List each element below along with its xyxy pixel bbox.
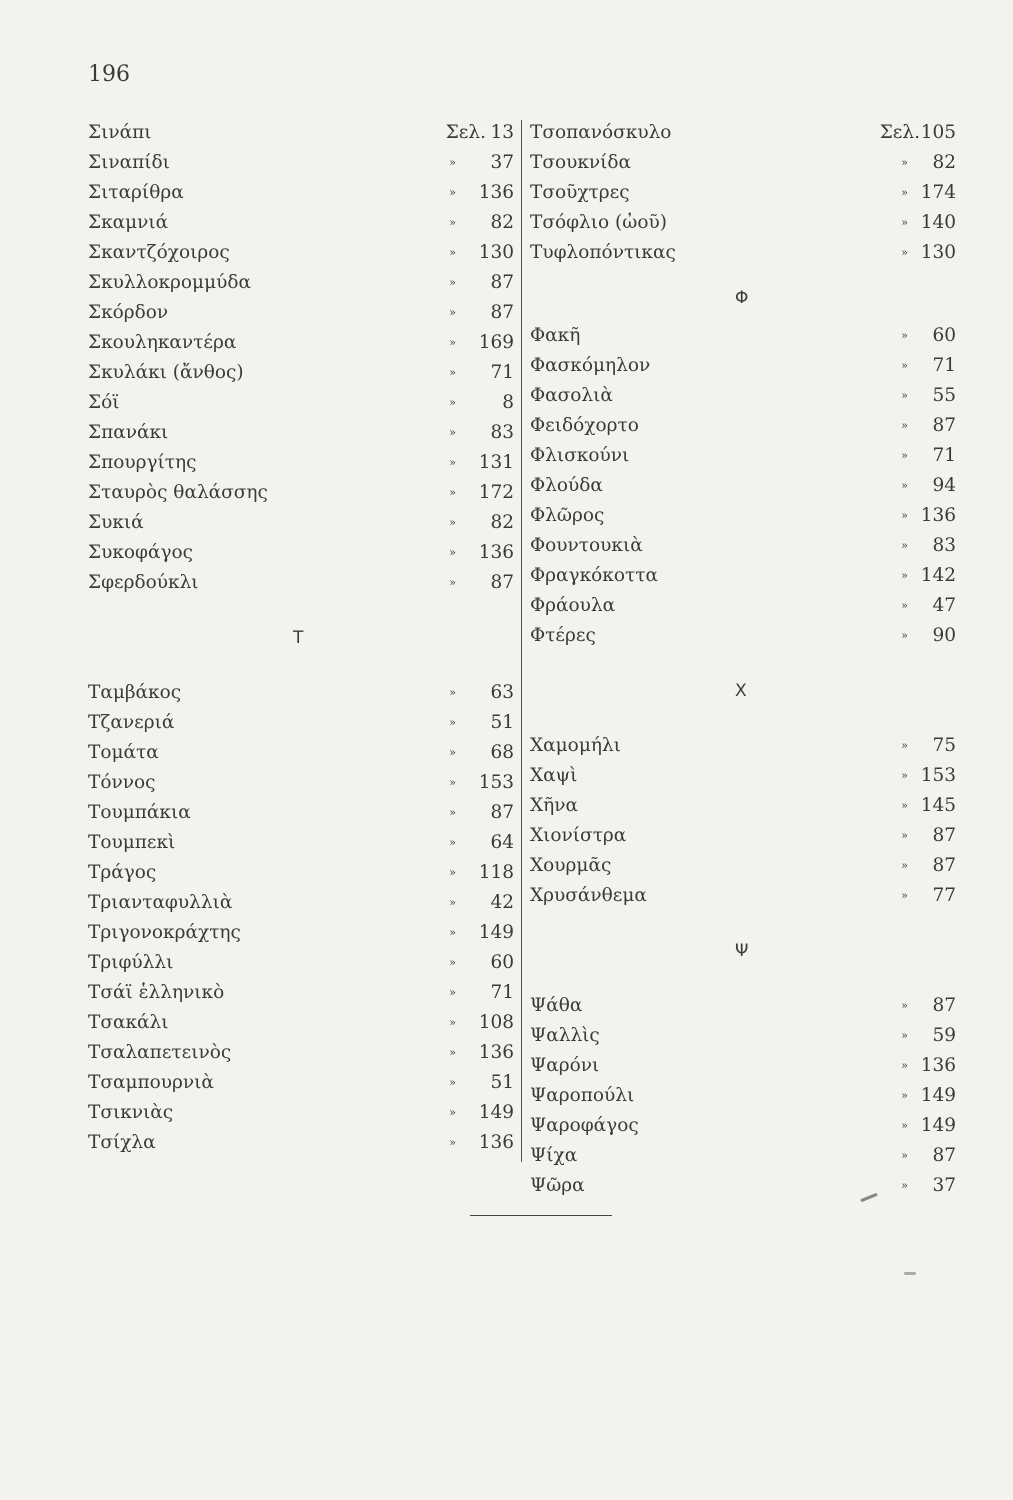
ditto-mark: » <box>901 629 908 642</box>
ditto-mark: » <box>449 426 456 439</box>
entry-term: Τζανεριά <box>88 712 175 733</box>
entry-term: Σκόρδον <box>88 302 169 323</box>
entry-term: Σπουργίτης <box>88 452 197 473</box>
index-entry <box>530 471 960 501</box>
entry-page-number: 136 <box>478 1042 514 1063</box>
entry-term: Σταυρὸς θαλάσσης <box>88 482 268 503</box>
page-number: 196 <box>88 62 130 87</box>
entry-term: Τράγος <box>88 862 157 883</box>
entry-term: Χουρμᾶς <box>530 855 612 876</box>
ditto-mark: » <box>901 829 908 842</box>
index-entry <box>530 1171 960 1201</box>
entry-page-number: 55 <box>932 385 956 406</box>
ditto-mark: » <box>901 389 908 402</box>
entry-term: Φειδόχορτο <box>530 415 639 436</box>
section-letter-row <box>530 283 960 313</box>
index-entry <box>88 508 518 538</box>
index-entry <box>88 418 518 448</box>
index-entry <box>88 918 518 948</box>
ditto-mark: » <box>449 836 456 849</box>
entry-page-number: 149 <box>478 922 514 943</box>
entry-page-number: 71 <box>490 982 514 1003</box>
entry-term: Σκουληκαντέρα <box>88 332 237 353</box>
entry-page-number: 37 <box>490 152 514 173</box>
entry-page-number: 51 <box>490 712 514 733</box>
entry-term: Χῆνα <box>530 795 578 816</box>
ditto-mark: » <box>449 776 456 789</box>
index-entry <box>88 568 518 598</box>
index-entry <box>530 1141 960 1171</box>
entry-term: Τόννος <box>88 772 156 793</box>
ditto-mark: » <box>449 1046 456 1059</box>
index-entry <box>88 298 518 328</box>
section-letter: Ψ <box>735 941 749 961</box>
index-entry <box>530 381 960 411</box>
entry-page-number: 64 <box>490 832 514 853</box>
ditto-mark: » <box>449 866 456 879</box>
entry-page-number: 87 <box>932 1145 956 1166</box>
entry-page-number: 149 <box>920 1085 956 1106</box>
ditto-mark: » <box>449 1136 456 1149</box>
index-entry <box>530 238 960 268</box>
ditto-mark: » <box>901 479 908 492</box>
ditto-mark: » <box>901 889 908 902</box>
entry-term: Φραγκόκοττα <box>530 565 658 586</box>
index-entry <box>88 1128 518 1158</box>
entry-page-number: 130 <box>920 242 956 263</box>
ditto-mark: » <box>449 216 456 229</box>
entry-page-number: 75 <box>932 735 956 756</box>
entry-page-number: 87 <box>932 855 956 876</box>
index-entry <box>530 881 960 911</box>
index-entry <box>88 1038 518 1068</box>
index-entry <box>530 531 960 561</box>
index-entry <box>88 678 518 708</box>
entry-term: Φλούδα <box>530 475 603 496</box>
ditto-mark: » <box>901 599 908 612</box>
index-entry <box>88 358 518 388</box>
entry-page-number: 71 <box>490 362 514 383</box>
entry-page-number: 42 <box>490 892 514 913</box>
ditto-mark: » <box>901 1029 908 1042</box>
entry-term: Χαψὶ <box>530 765 578 786</box>
ditto-mark: » <box>901 799 908 812</box>
index-entry <box>88 388 518 418</box>
entry-term: Συκιά <box>88 512 144 533</box>
entry-term: Σιναπίδι <box>88 152 170 173</box>
entry-page-number: 87 <box>490 302 514 323</box>
entry-term: Ψαρόνι <box>530 1055 600 1076</box>
ditto-mark: » <box>901 1059 908 1072</box>
ditto-mark: » <box>449 396 456 409</box>
ditto-mark: » <box>449 336 456 349</box>
entry-page-number: 87 <box>932 825 956 846</box>
index-entry <box>88 1008 518 1038</box>
entry-page-number: 87 <box>932 415 956 436</box>
ink-smudge <box>904 1272 916 1275</box>
entry-page-number: 108 <box>478 1012 514 1033</box>
ditto-mark: » <box>449 926 456 939</box>
ditto-mark: » <box>901 539 908 552</box>
index-entry <box>88 448 518 478</box>
entry-page-number: 71 <box>932 355 956 376</box>
entry-term: Ψαλλὶς <box>530 1025 600 1046</box>
entry-term: Φακῆ <box>530 325 581 346</box>
entry-page-number: 136 <box>478 182 514 203</box>
ditto-mark: » <box>901 769 908 782</box>
index-entry <box>530 148 960 178</box>
ditto-mark: » <box>449 1016 456 1029</box>
index-entry <box>530 118 960 148</box>
ditto-mark: » <box>901 1149 908 1162</box>
entry-term: Τομάτα <box>88 742 159 763</box>
entry-term: Φτέρες <box>530 625 596 646</box>
entry-term: Χαμομήλι <box>530 735 621 756</box>
entry-term: Φράουλα <box>530 595 616 616</box>
left-index-column <box>88 118 518 1158</box>
section-spacer <box>530 268 960 283</box>
page-abbrev-label: Σελ. <box>879 122 920 143</box>
entry-term: Τουμπάκια <box>88 802 191 823</box>
entry-page-number: 149 <box>920 1115 956 1136</box>
index-entry <box>530 321 960 351</box>
ditto-mark: » <box>901 186 908 199</box>
entry-term: Τσικνιὰς <box>88 1102 174 1123</box>
column-divider <box>521 120 522 1162</box>
index-entry <box>530 591 960 621</box>
entry-term: Σιταρίθρα <box>88 182 184 203</box>
ditto-mark: » <box>901 1119 908 1132</box>
entry-term: Τσαλαπετεινὸς <box>88 1042 232 1063</box>
entry-page-number: 136 <box>920 1055 956 1076</box>
index-entry <box>88 888 518 918</box>
entry-page-number: 82 <box>490 512 514 533</box>
entry-term: Σκυλάκι (ἄνθος) <box>88 362 244 383</box>
entry-term: Τυφλοπόντικας <box>530 242 676 263</box>
ditto-mark: » <box>449 156 456 169</box>
entry-term: Σκαμνιά <box>88 212 169 233</box>
section-spacer <box>530 911 960 936</box>
entry-page-number: 174 <box>920 182 956 203</box>
entry-page-number: 140 <box>920 212 956 233</box>
entry-term: Τριανταφυλλιὰ <box>88 892 233 913</box>
ditto-mark: » <box>901 419 908 432</box>
index-entry <box>530 501 960 531</box>
index-entry <box>530 1021 960 1051</box>
entry-page-number: 169 <box>478 332 514 353</box>
entry-page-number: 172 <box>478 482 514 503</box>
entry-page-number: 13 <box>490 122 514 143</box>
index-entry <box>88 1098 518 1128</box>
index-entry <box>88 148 518 178</box>
entry-term: Τουμπεκὶ <box>88 832 176 853</box>
section-letter-row <box>530 936 960 966</box>
entry-term: Συκοφάγος <box>88 542 194 563</box>
ditto-mark: » <box>901 329 908 342</box>
entry-term: Ψαροφάγος <box>530 1115 639 1136</box>
section-letter-row <box>530 676 960 706</box>
ditto-mark: » <box>449 306 456 319</box>
entry-page-number: 136 <box>478 1132 514 1153</box>
ditto-mark: » <box>449 456 456 469</box>
index-entry <box>88 948 518 978</box>
entry-page-number: 77 <box>932 885 956 906</box>
entry-page-number: 87 <box>490 802 514 823</box>
ditto-mark: » <box>449 896 456 909</box>
entry-term: Ψαροπούλι <box>530 1085 635 1106</box>
section-spacer <box>530 966 960 991</box>
index-entry <box>530 208 960 238</box>
index-entry <box>88 798 518 828</box>
entry-page-number: 51 <box>490 1072 514 1093</box>
index-entry <box>88 978 518 1008</box>
entry-page-number: 131 <box>478 452 514 473</box>
entry-page-number: 153 <box>478 772 514 793</box>
entry-page-number: 83 <box>932 535 956 556</box>
entry-page-number: 136 <box>920 505 956 526</box>
ditto-mark: » <box>449 486 456 499</box>
ditto-mark: » <box>901 156 908 169</box>
ditto-mark: » <box>449 246 456 259</box>
entry-page-number: 37 <box>932 1175 956 1196</box>
index-entry <box>530 821 960 851</box>
entry-term: Ψάθα <box>530 995 583 1016</box>
ditto-mark: » <box>449 516 456 529</box>
index-entry <box>530 991 960 1021</box>
entry-page-number: 130 <box>478 242 514 263</box>
entry-term: Σφερδούκλι <box>88 572 199 593</box>
index-entry <box>88 178 518 208</box>
section-spacer <box>530 313 960 321</box>
entry-page-number: 145 <box>920 795 956 816</box>
entry-page-number: 82 <box>490 212 514 233</box>
entry-page-number: 59 <box>932 1025 956 1046</box>
entry-term: Χρυσάνθεμα <box>530 885 647 906</box>
index-entry <box>530 441 960 471</box>
section-spacer <box>530 706 960 731</box>
entry-page-number: 149 <box>478 1102 514 1123</box>
section-spacer <box>530 651 960 676</box>
entry-page-number: 90 <box>932 625 956 646</box>
index-entry <box>530 411 960 441</box>
ditto-mark: » <box>449 716 456 729</box>
index-entry <box>88 328 518 358</box>
index-entry <box>88 268 518 298</box>
entry-page-number: 71 <box>932 445 956 466</box>
index-entry <box>530 1051 960 1081</box>
index-entry <box>530 561 960 591</box>
section-letter: Τ <box>293 628 304 648</box>
entry-term: Σκαντζόχοιρος <box>88 242 230 263</box>
entry-term: Σινάπι <box>88 122 152 143</box>
index-entry <box>88 708 518 738</box>
ditto-mark: » <box>901 449 908 462</box>
ditto-mark: » <box>901 359 908 372</box>
ditto-mark: » <box>449 806 456 819</box>
entry-term: Τσόφλιο (ὠοῦ) <box>530 212 667 233</box>
entry-page-number: 142 <box>920 565 956 586</box>
entry-page-number: 136 <box>478 542 514 563</box>
entry-term: Τριφύλλι <box>88 952 174 973</box>
index-entry <box>88 478 518 508</box>
entry-term: Ψῶρα <box>530 1175 585 1196</box>
entry-term: Τσαμπουρνιὰ <box>88 1072 214 1093</box>
entry-term: Τσουκνίδα <box>530 152 632 173</box>
index-entry <box>530 621 960 651</box>
index-entry <box>88 1068 518 1098</box>
entry-page-number: 153 <box>920 765 956 786</box>
index-entry <box>88 738 518 768</box>
index-entry <box>530 731 960 761</box>
index-entry <box>88 118 518 148</box>
entry-term: Ταμβάκος <box>88 682 182 703</box>
ditto-mark: » <box>449 1106 456 1119</box>
section-letter: Χ <box>735 681 747 701</box>
entry-page-number: 87 <box>490 272 514 293</box>
section-letter-row <box>88 623 518 653</box>
entry-term: Σπανάκι <box>88 422 169 443</box>
entry-page-number: 83 <box>490 422 514 443</box>
page-abbrev-label: Σελ. <box>445 122 486 143</box>
right-index-column <box>530 118 960 1201</box>
entry-term: Τσοπανόσκυλο <box>530 122 672 143</box>
end-rule <box>470 1215 612 1216</box>
entry-page-number: 87 <box>932 995 956 1016</box>
entry-term: Ψίχα <box>530 1145 578 1166</box>
entry-term: Τσάϊ ἑλληνικὸ <box>88 982 225 1003</box>
ditto-mark: » <box>901 216 908 229</box>
ditto-mark: » <box>449 576 456 589</box>
index-entry <box>88 208 518 238</box>
index-entry <box>88 238 518 268</box>
section-spacer <box>88 598 518 623</box>
entry-page-number: 63 <box>490 682 514 703</box>
index-entry <box>530 761 960 791</box>
entry-term: Φλισκούνι <box>530 445 630 466</box>
index-entry <box>530 178 960 208</box>
index-entry <box>530 1081 960 1111</box>
index-entry <box>530 1111 960 1141</box>
ditto-mark: » <box>449 686 456 699</box>
entry-term: Σκυλλοκρομμύδα <box>88 272 251 293</box>
entry-term: Φασολιὰ <box>530 385 613 406</box>
ditto-mark: » <box>901 859 908 872</box>
ditto-mark: » <box>449 746 456 759</box>
ditto-mark: » <box>449 1076 456 1089</box>
ditto-mark: » <box>901 739 908 752</box>
section-spacer <box>88 653 518 678</box>
entry-term: Φασκόμηλον <box>530 355 651 376</box>
entry-page-number: 94 <box>932 475 956 496</box>
ditto-mark: » <box>449 276 456 289</box>
ditto-mark: » <box>901 569 908 582</box>
ditto-mark: » <box>901 509 908 522</box>
index-entry <box>88 828 518 858</box>
entry-page-number: 105 <box>920 122 956 143</box>
ditto-mark: » <box>901 1179 908 1192</box>
entry-term: Φουντουκιὰ <box>530 535 643 556</box>
ditto-mark: » <box>449 366 456 379</box>
entry-page-number: 118 <box>478 862 514 883</box>
index-entry <box>530 791 960 821</box>
entry-term: Τσακάλι <box>88 1012 169 1033</box>
ditto-mark: » <box>449 956 456 969</box>
index-entry <box>88 858 518 888</box>
entry-page-number: 60 <box>932 325 956 346</box>
section-letter: Φ <box>735 288 749 308</box>
entry-page-number: 68 <box>490 742 514 763</box>
index-entry <box>530 351 960 381</box>
entry-term: Φλῶρος <box>530 505 605 526</box>
entry-page-number: 87 <box>490 572 514 593</box>
entry-term: Τσοῦχτρες <box>530 182 630 203</box>
ditto-mark: » <box>449 986 456 999</box>
ditto-mark: » <box>449 186 456 199</box>
entry-page-number: 47 <box>932 595 956 616</box>
ditto-mark: » <box>901 246 908 259</box>
index-entry <box>88 768 518 798</box>
entry-page-number: 82 <box>932 152 956 173</box>
entry-term: Τριγονοκράχτης <box>88 922 241 943</box>
entry-page-number: 8 <box>502 392 514 413</box>
index-entry <box>88 538 518 568</box>
index-entry <box>530 851 960 881</box>
entry-term: Τσίχλα <box>88 1132 156 1153</box>
ditto-mark: » <box>449 546 456 559</box>
entry-term: Χιονίστρα <box>530 825 627 846</box>
ditto-mark: » <box>901 1089 908 1102</box>
entry-term: Σόϊ <box>88 392 120 413</box>
ditto-mark: » <box>901 999 908 1012</box>
entry-page-number: 60 <box>490 952 514 973</box>
